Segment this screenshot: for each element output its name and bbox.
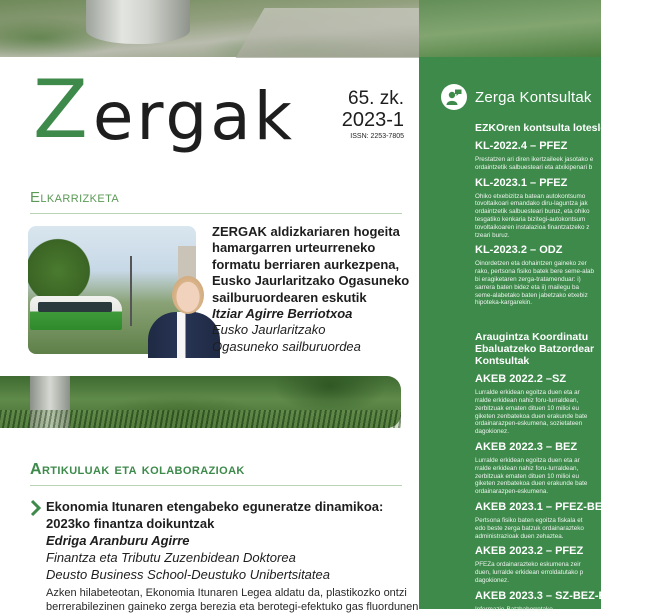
logo-text: ergak [92, 78, 295, 155]
interview-role: Eusko Jaurlaritzako Ogasuneko sailburuordea [212, 322, 361, 354]
consultations-header [441, 84, 641, 110]
article-item[interactable] [30, 498, 420, 614]
consultation-entry-text: Lurralde erkidean egoitza duen eta ar rralde erkidean nahiz foru-lurraldean, zerbitzuak ematen dituen 10 milioi eu giketen zenbatekoa duen erakunde bate ordainarazpen-eskumena, sozietateen dagokionez. [475, 389, 588, 436]
article-affiliation: Finantza eta Tributu Zuzenbidean Doktorea Deusto Business School-Deustuko Unibertsitatea [46, 550, 330, 582]
section-divider [30, 213, 402, 214]
consultation-entry[interactable] [475, 140, 645, 172]
consultation-entry-text: Prestatzen ari diren ikertzaileek jasotako e ordaintzetik salbuesteari eta atxikipenari b [475, 156, 594, 171]
article-title[interactable]: Ekonomia Itunaren etengabeko eguneratze dinamikoa: 2023ko finantza doikuntzak [46, 499, 384, 531]
photo-person-head [172, 276, 204, 314]
consultation-group-heading: EZKOren kontsulta lotesleak [475, 122, 618, 134]
issue-number: 65. zk. [348, 88, 404, 109]
photo-tram [30, 296, 122, 330]
consultation-entry-title: AKEB 2022.2 –SZ [475, 373, 567, 386]
consultation-entry-title: AKEB 2023.3 – SZ-BEZ-EJZ [475, 589, 619, 602]
consultation-entry-title: AKEB 2022.3 – BEZ [475, 440, 578, 453]
consultation-entry[interactable] [475, 373, 645, 436]
section-divider [30, 485, 402, 486]
issn: ISSN: 2253-7805 [350, 133, 404, 140]
consultation-entry[interactable] [475, 545, 645, 584]
consultation-entry-title: KL-2023.2 – ODZ [475, 244, 563, 257]
consultation-entry[interactable] [475, 244, 645, 307]
consultation-entry-text: Oinordetzen eta dohaintzen gaineko zer rako, pertsona fisiko batek bere seme-alab bi eragiketaren zerga-tratamenduar: i) sarrera baten bidez eta ii) mailegu ba seme-alabetako baten jabetzako etxebiz hipoteka-kargarekin. [475, 260, 595, 307]
article-summary: Azken hilabeteotan, Ekonomia Itunaren Legea aldatu da, plastikozko ontzi berrerabilezinen gaineko zerga berezia eta berotegi-efektuko gas fluordunen [46, 587, 419, 613]
interview-author: Itziar Agirre Berriotxoa [212, 306, 353, 322]
column-photo-strip [419, 0, 601, 57]
person-speech-icon [441, 84, 467, 110]
consultation-entry-title: AKEB 2023.1 – PFEZ-BEZ [475, 500, 609, 513]
photo-person-body [148, 312, 220, 358]
consultation-entry[interactable] [475, 441, 645, 496]
consultation-entry[interactable] [475, 177, 645, 240]
consultation-entry-text: Informazio-Batzbahorretako [475, 605, 553, 613]
consultations-title: Zerga Kontsultak [475, 88, 592, 106]
consultation-entry[interactable] [475, 590, 645, 614]
consultation-entry-text: Lurralde erkidean egoitza duen eta ar rralde erkidean nahiz foru-lurraldean, zerbitzuak ematen dituen 10 milioi eu giketen zenbatekoa duen erakunde bate ordainarazpen-eskumena. [475, 456, 588, 496]
consultation-entry-text: PFEZa ordainarazteko eskumena zeir duen, lurralde erkidean erroldatutako p dagokionez. [475, 561, 584, 584]
zergak-logo [33, 63, 295, 156]
article-author: Edriga Aranburu Agirre [46, 533, 190, 548]
interview-title[interactable]: ZERGAK aldizkariaren hogeita hamargarren urteurreneko formatu berriaren aurkezpena, Eusko Jaurlaritzako Ogasuneko sailburuordearen eskutik [212, 224, 410, 305]
consultation-group [475, 331, 645, 613]
consultation-entry-title: AKEB 2023.2 – PFEZ [475, 545, 584, 558]
consultations-list [475, 122, 645, 614]
section-title-interview: Elkarrizketa [30, 189, 120, 206]
consultation-entry-text: Ohiko etxebizitza batean autokontsumo tovoltaikoari emandako diru-laguntza jak ordaintzetik salbuesteari buruz, eta ohiko tesgatiko kenkaria bizitegi-autokontsum tovoltaikoaren instalazioa finantzatzeko z tzeari buruz. [475, 192, 590, 239]
section-title-articles: Artikuluak eta kolaborazioak [30, 461, 245, 478]
consultation-group-heading: Araugintza Koordinatu Ebaluatzeko Batzordear Kontsultak [475, 331, 595, 368]
consultation-entry-title: KL-2022.4 – PFEZ [475, 140, 568, 152]
consultations-column [419, 0, 619, 613]
banner-grass [0, 410, 401, 428]
consultation-entry-text: Pertsona fisiko baten egoitza fiskala et edo beste zerga batzuk ordainarazteko administrazioak duen zehaztea. [475, 516, 584, 540]
photo-pole [130, 256, 132, 326]
middle-photo-banner [0, 376, 401, 428]
issue-info [318, 88, 404, 142]
interview-photo [28, 226, 196, 354]
consultation-entry[interactable] [475, 501, 645, 540]
consultation-entry-title: KL-2023.1 – PFEZ [475, 176, 568, 189]
banner-pillar [86, 0, 190, 44]
chevron-right-icon [30, 500, 42, 516]
logo-initial: Z [33, 63, 91, 156]
issue-year: 2023-1 [341, 109, 404, 131]
interview-block[interactable] [212, 224, 412, 355]
consultation-group [475, 122, 645, 307]
tram-window [38, 302, 112, 312]
